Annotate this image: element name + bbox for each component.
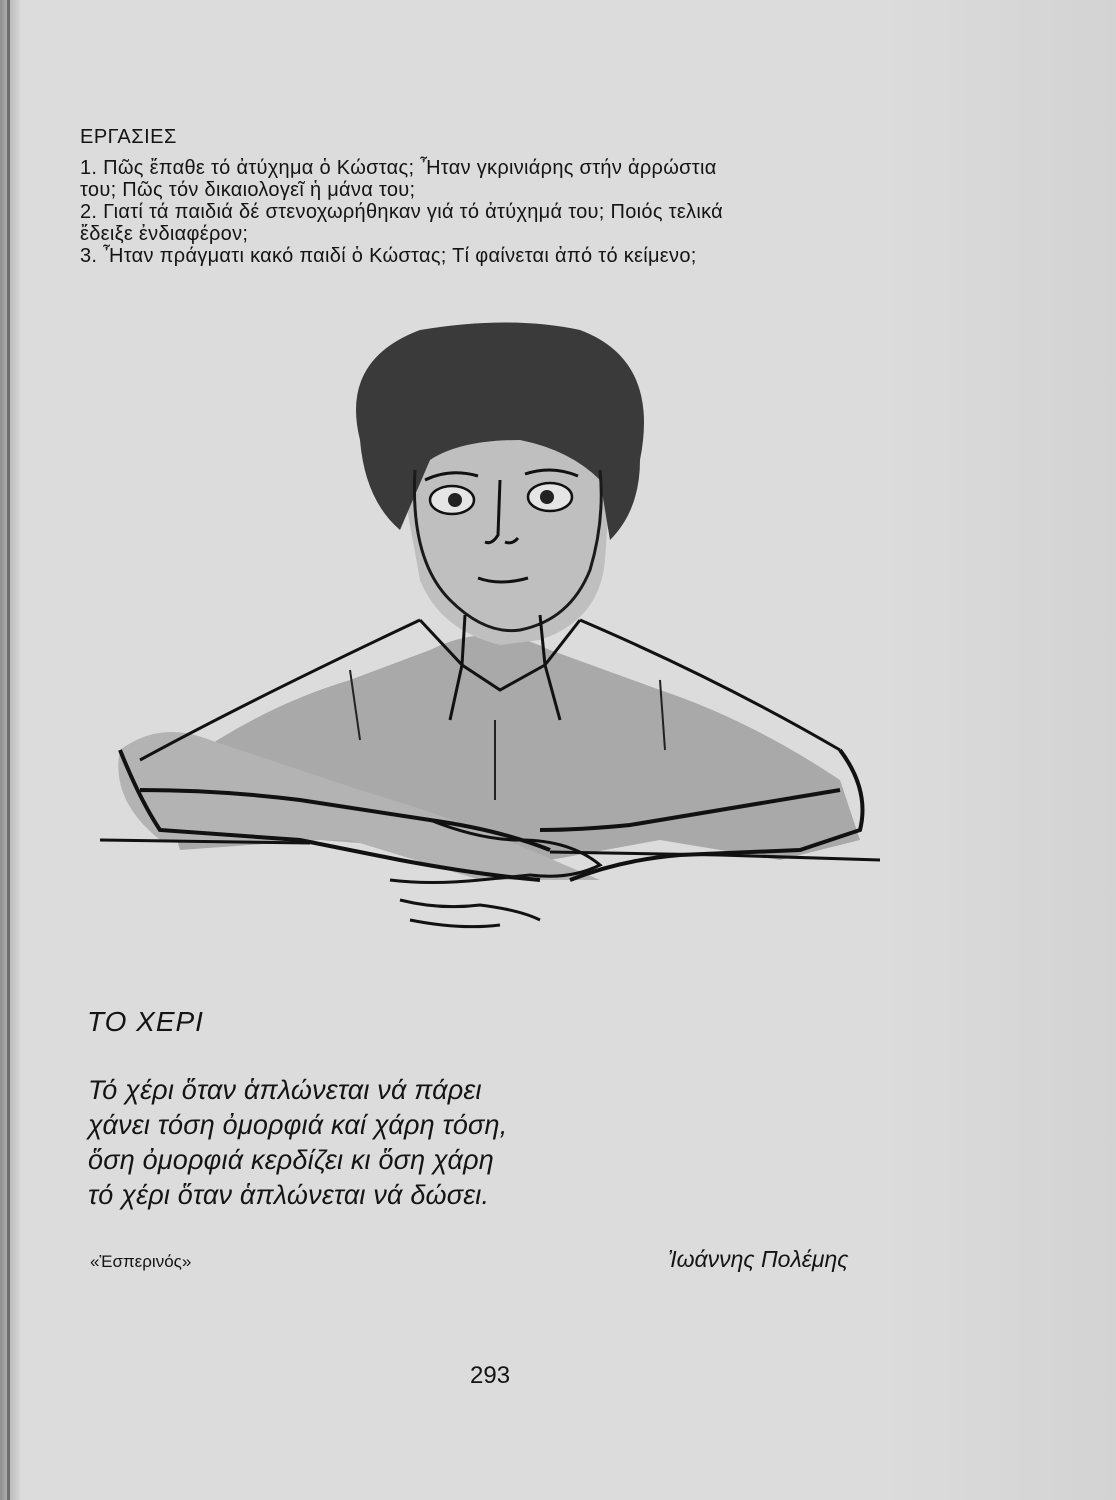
exercise-line: 3. Ἦταν πράγματι κακό παιδί ὁ Κώστας; Τί φαίνεται ἀπό τό κείμενο;	[80, 245, 697, 267]
poem-line: χάνει τόση ὀμορφιά καί χάρη τόση,	[88, 1110, 508, 1140]
exercises-section	[80, 126, 885, 267]
exercise-line: ἔδειξε ἐνδιαφέρον;	[80, 223, 249, 245]
poem-title: ΤΟ ΧΕΡΙ	[87, 1006, 204, 1037]
exercise-line: 1. Πῶς ἔπαθε τό ἀτύχημα ὁ Κώστας; Ἦταν γκρινιάρης στήν ἀρρώστια	[80, 157, 717, 179]
poem-line: ὅση ὀμορφιά κερδίζει κι ὅση χάρη	[88, 1145, 494, 1175]
spine-edge	[7, 0, 10, 1500]
exercise-line: 2. Γιατί τά παιδιά δέ στενοχωρήθηκαν γιά τό ἀτύχημά του; Ποιός τελικά	[80, 201, 724, 223]
poem-line: Τό χέρι ὅταν ἁπλώνεται νά πάρει	[88, 1075, 482, 1105]
exercises-heading: ΕΡΓΑΣΙΕΣ	[80, 126, 177, 148]
book-spine	[0, 0, 20, 1500]
poem-line: τό χέρι ὅταν ἁπλώνεται νά δώσει.	[88, 1180, 490, 1210]
boy-illustration	[100, 320, 880, 950]
page-number: 293	[470, 1362, 511, 1389]
left-pupil	[448, 493, 462, 507]
page-shading	[876, 0, 1116, 1500]
poem-author: Ἰωάννης Πολέμης	[668, 1246, 849, 1272]
poem	[88, 1073, 507, 1213]
exercise-line: του; Πῶς τόν δικαιολογεῖ ἡ μάνα του;	[80, 179, 416, 201]
poem-source: «Ἑσπερινός»	[90, 1252, 192, 1271]
right-pupil	[540, 490, 554, 504]
